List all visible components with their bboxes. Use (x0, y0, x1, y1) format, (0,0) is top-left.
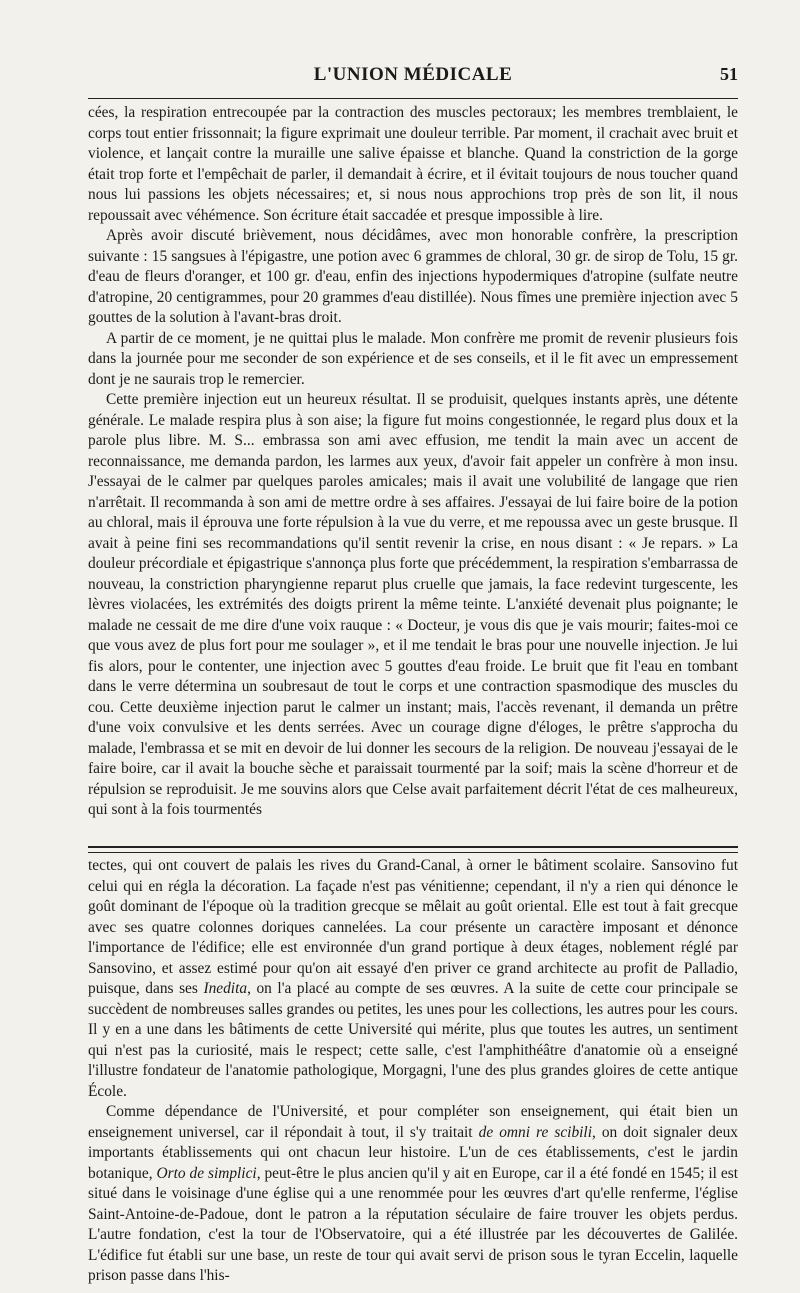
header-rule (88, 98, 738, 99)
article-paragraph-1: cées, la respiration entrecoupée par la contraction des muscles pectoraux; les membres tremblaient, le corps tout entier frissonnait; la figure exprimait une douleur terrible. Par moment, il crachait avec bruit et violence, et lançait contre la muraille une salive épaisse et blanche. Quand la constriction de la gorge était trop forte et l'empêchait de parler, il demandait à écrire, et il évitait toujours de nous toucher quand nous lui passions les objets nécessaires; et, si nous nous approchions trop près de son lit, il nous repoussait avec véhémence. Son écriture était saccadée et presque impossible à lire. (88, 104, 738, 224)
feuilleton-paragraph-2 (88, 1102, 738, 1287)
feuilleton-text: Comme dépendance de l'Université, et pour compléter son enseignement, qui était bien un enseignement universel, car il répondait à tout, il s'y traitait (88, 1103, 738, 1141)
main-article (88, 103, 738, 821)
feuilleton-section (88, 856, 738, 1287)
feuilleton-paragraph-1 (88, 856, 738, 1102)
feuilleton-text: tectes, qui ont couvert de palais les rives du Grand-Canal, à orner le bâtiment scolaire. Sansovino fut celui qui en régla la décoration. La façade n'est pas vénitienne; cependant, il n'y a rien qui dénonce le goût dominant de l'époque où la tradition grecque se mêlait au goût oriental. Elle est tout à fait grecque avec ses quatre colonnes doriques cannelées. La cour présente un caractère imposant et dénonce l'importance de l'édifice; elle est environnée d'un grand portique à deux étages, noblement réglé par Sansovino, et assez estimé pour qu'on ait essayé d'en priver ce grand architecte au profit de Palladio, puisque, dans ses (88, 857, 738, 997)
inedita-title: Inedita (203, 980, 248, 997)
latin-phrase: de omni re scibili (478, 1123, 592, 1141)
article-paragraph-3: A partir de ce moment, je ne quittai plus le malade. Mon confrère me promit de revenir plusieurs fois dans la journée pour me seconder de son expérience et de ses conseils, et il le fit avec un empressement dont je ne saurais trop le remercier. (88, 329, 738, 388)
page-header (88, 64, 738, 92)
feuilleton-text: , on doit signaler deux importants établissements qui ont chacun leur histoire. L'un de ces établissements, c'est le jardin botanique, (88, 1123, 738, 1182)
page-number: 51 (720, 64, 738, 84)
article-paragraph-4: Cette première injection eut un heureux résultat. Il se produisit, quelques instants après, une détente générale. Le malade respira plus à son aise; la figure fut moins congestionnée, le regard plus doux et la parole plus libre. M. S... embrassa son ami avec effusion, me tendit la main avec un accent de reconnaissance, me demanda pardon, les larmes aux yeux, d'avoir fait appeler un confrère à mon insu. J'essayai de le calmer par quelques paroles amicales; mais il avait une volubilité de langage que rien n'arrêtait. Il recommanda à son ami de mettre ordre à ses affaires. J'essayai de lui faire boire de la potion au chloral, mais il éprouva une forte répulsion à la vue du verre, et me repoussa avec un geste brusque. Il avait à peine fini ses recommandations qu'il sentit revenir la crise, en nous disant : « Je repars. » La douleur précordiale et épigastrique s'annonça plus forte que précédemment, la respiration s'embarrassa de nouveau, la constriction pharyngienne reparut plus cruelle que jamais, la face redevint turgescente, les lèvres violacées, les extrémités des doigts prirent la même teinte. L'anxiété devenait plus poignante; le malade ne cessait de me dire d'une voix rauque : « Docteur, je vous dis que je vais mourir; faites-moi ce que vous avez de plus fort pour me soulager », et il me tendait le bras pour une nouvelle injection. Je lui fis alors, pour le contenter, une injection avec 5 gouttes d'eau froide. Le bruit que fit l'eau en tombant dans le verre détermina un soubresaut de tout le corps et une contraction spasmodique des muscles du cou. Cette deuxième injection parut le calmer un instant; mais, l'accès revenant, il demanda un prêtre d'une voix convulsive et les dents serrées. Avec un courage digne d'éloges, le prêtre s'approcha du malade, l'embrassa et se mit en devoir de lui donner les secours de la religion. De nouveau j'essayai de le faire boire, car il avait la bouche sèche et paraissait tourmenté par la soif; mais la scène d'horreur et de répulsion se reproduisit. Je me souvins alors que Celse avait parfaitement décrit l'état de ces malheureux, qui sont à la fois tourmentés (88, 391, 738, 818)
feuilleton-text: , peut-être le plus ancien qu'il y ait en Europe, car il a été fondé en 1545; il est situé dans le voisinage d'une église qui a une renommée pour les œuvres d'art qu'elle renferme, l'église Saint-Antoine-de-Padoue, dont le patron a la réputation séculaire de faire trouver les objets perdus. L'autre fondation, c'est la tour de l'Observatoire, qui a été illustrée par les découvertes de Galilée. L'édifice fut établi sur une base, un reste de tour qui avait servi de prison sous le tyran Eccelin, laquelle prison passe dans l'his- (88, 1164, 738, 1284)
feuilleton-text: , on l'a placé au compte de ses œuvres. A la suite de cette cour principale se succèdent de nombreuses salles grandes ou petites, les unes pour les collections, les autres pour les cours. Il y en a une dans les bâtiments de cette Université qui mérite, plus que toutes les autres, un sentiment qui n'est pas la curiosité, mais le respect; cette salle, c'est l'amphithéâtre d'anatomie où a enseigné l'illustre fondateur de l'anatomie pathologique, Morgagni, l'une des plus grandes gloires de cette antique École. (88, 980, 738, 1100)
running-title: L'UNION MÉDICALE (313, 64, 513, 85)
feuilleton-separator (88, 846, 738, 853)
orto-title: Orto de simplici (156, 1164, 257, 1182)
article-paragraph-2: Après avoir discuté brièvement, nous décidâmes, avec mon honorable confrère, la prescription suivante : 15 sangsues à l'épigastre, une potion avec 6 grammes de chloral, 30 gr. de sirop de Tolu, 15 gr. d'eau de fleurs d'oranger, et 100 gr. d'eau, enfin des injections hypodermiques d'atropine (sulfate neutre d'atropine, 20 centigrammes, pour 20 grammes d'eau distillée). Nous fîmes une première injection avec 5 gouttes de la solution à l'avant-bras droit. (88, 227, 738, 326)
